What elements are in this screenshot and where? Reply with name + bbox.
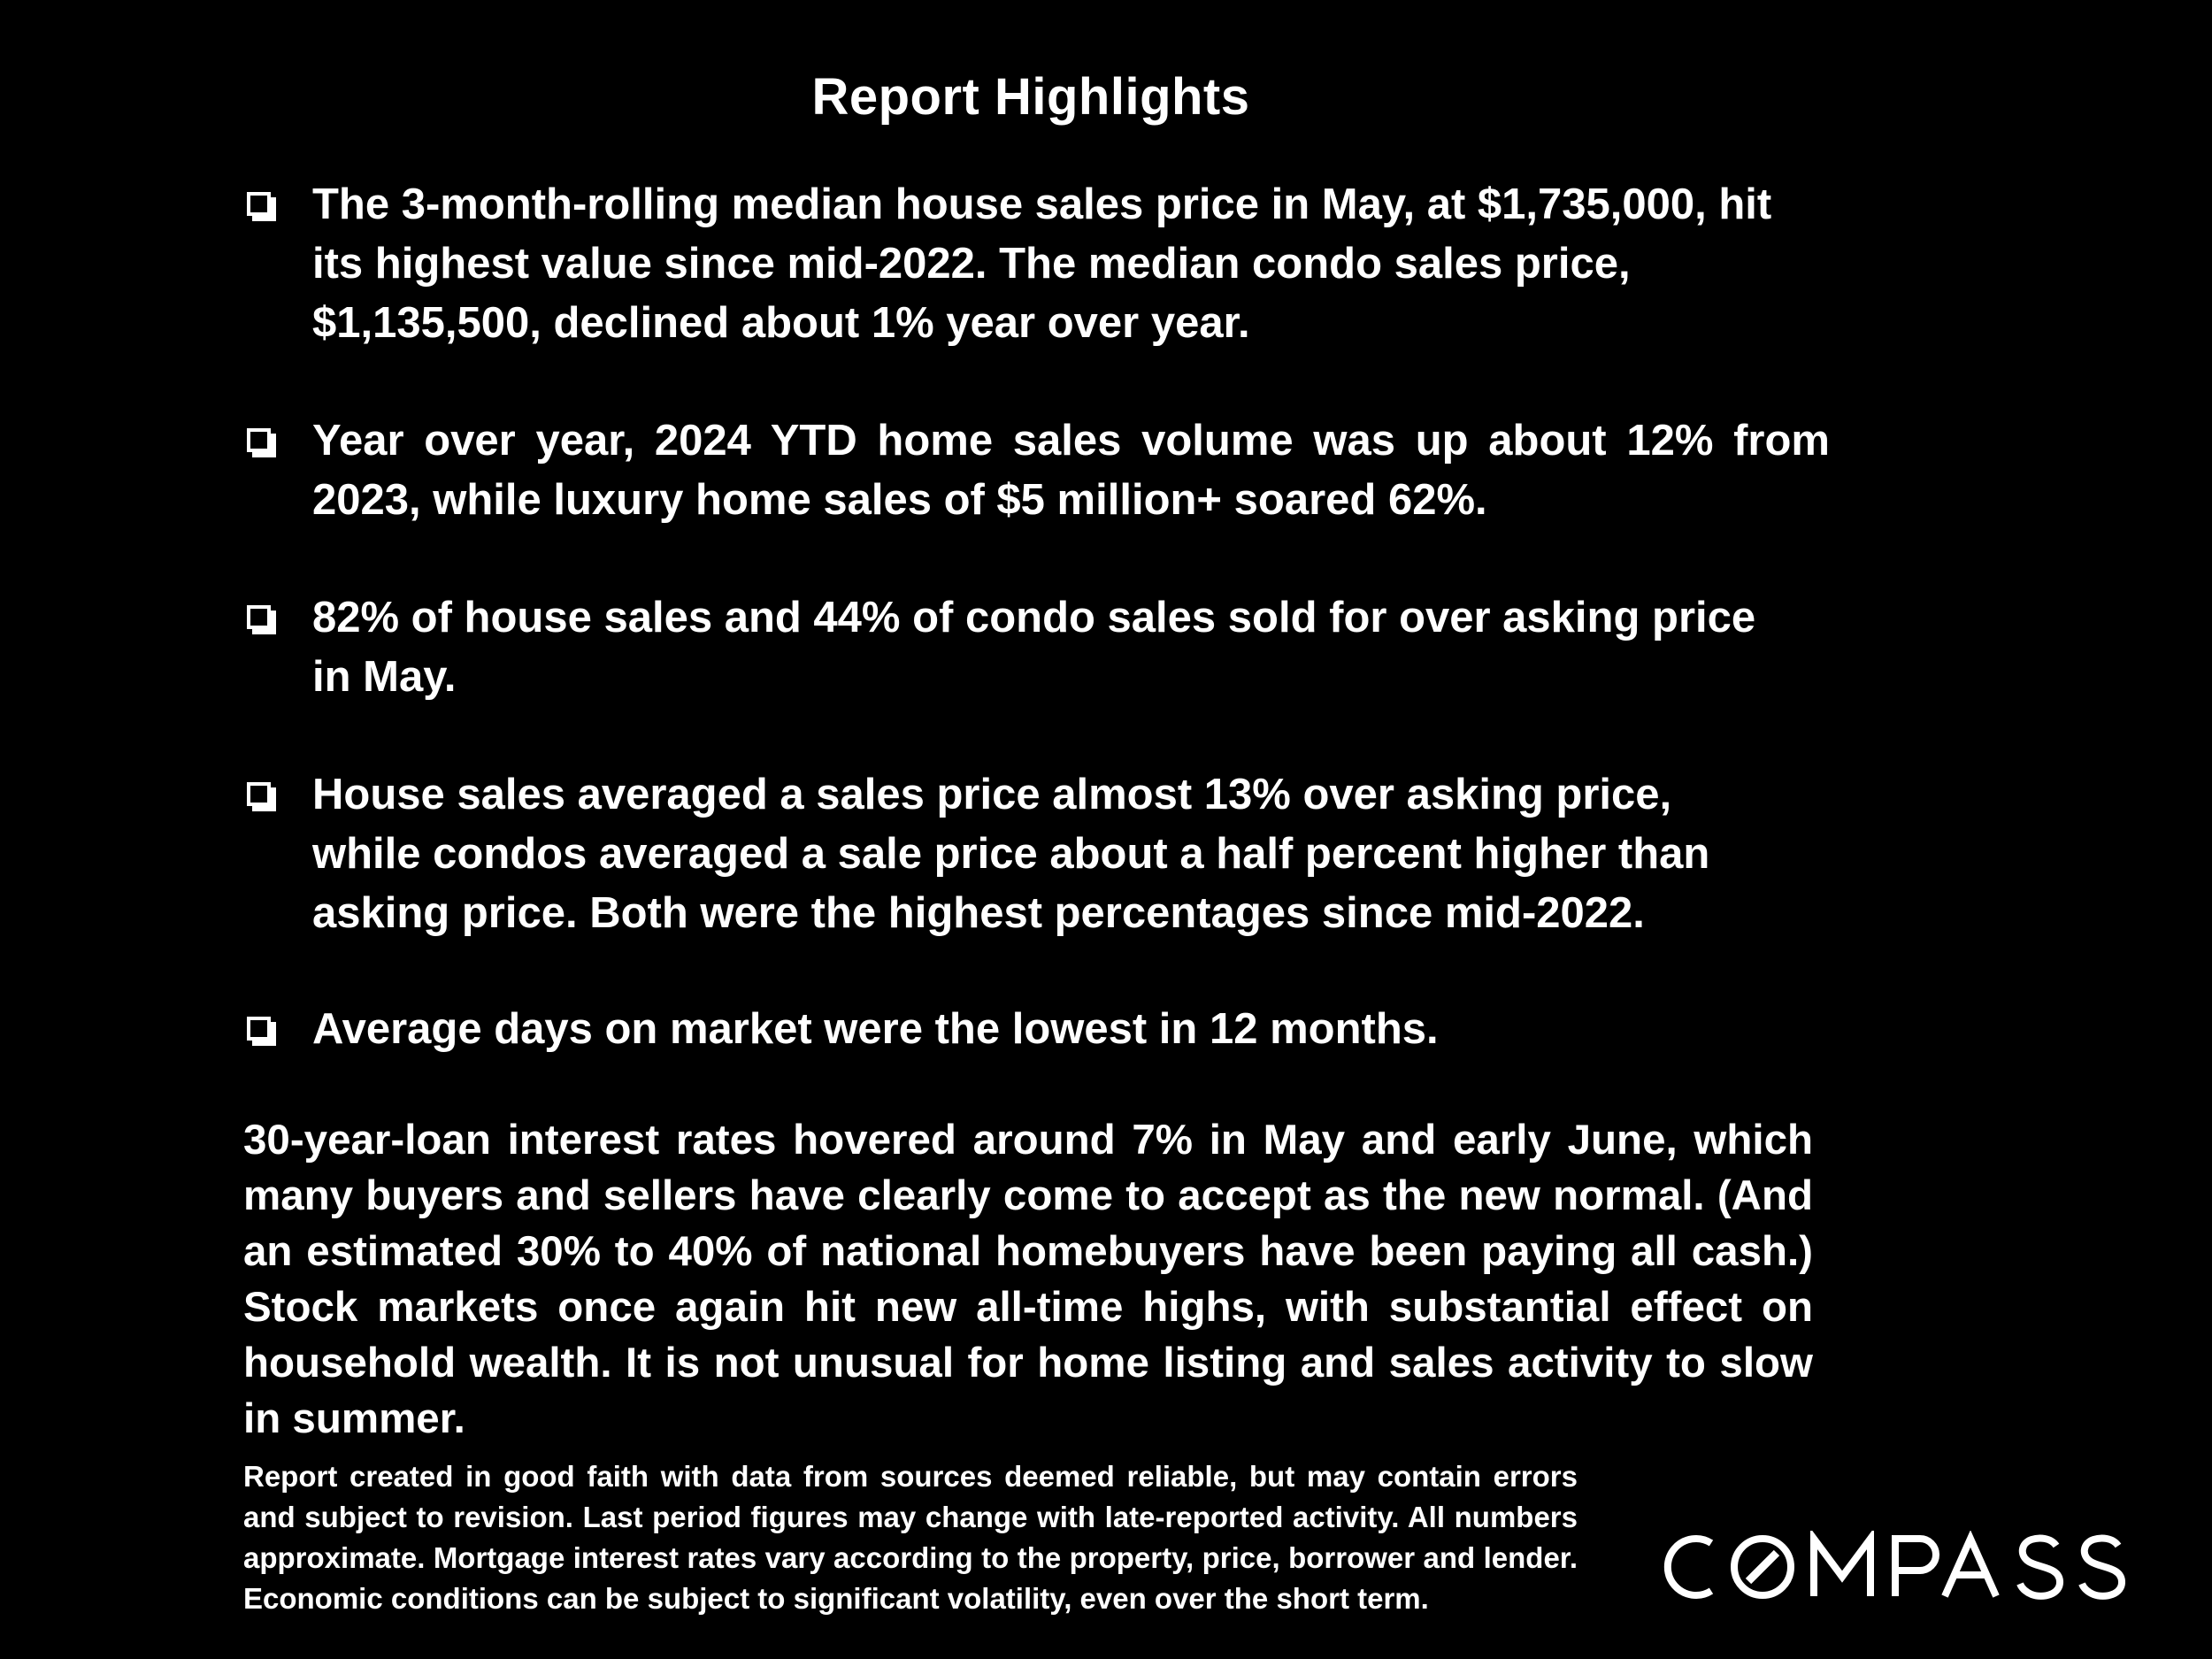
highlight-item	[243, 411, 1830, 530]
highlight-item	[243, 765, 1830, 943]
highlights-list	[243, 175, 1830, 1059]
checkbox-icon	[247, 605, 271, 629]
highlight-text: 82% of house sales and 44% of condo sales sold for over asking price in May.	[312, 594, 1756, 701]
checkbox-icon	[247, 1017, 271, 1041]
highlight-text: The 3-month-rolling median house sales price in May, at $1,735,000, hit its highest value since mid-2022. The median condo sales price, $1,135,500, declined about 1% year over year.	[312, 180, 1772, 347]
highlight-text: House sales averaged a sales price almost 13% over asking price, while condos averaged a sale price about a half percent higher than asking price. Both were the highest percentages since mid-2022.	[312, 771, 1710, 937]
highlight-text: Average days on market were the lowest in 12 months.	[312, 1005, 1439, 1053]
highlight-item	[243, 588, 1830, 707]
highlight-item	[243, 1000, 1830, 1059]
checkbox-icon	[247, 428, 271, 452]
checkbox-icon	[247, 782, 271, 806]
checkbox-icon	[247, 192, 271, 216]
market-summary: 30-year-loan interest rates hovered around 7% in May and early June, which many buyers and sellers have clearly come to accept as the new normal. (And an estimated 30% to 40% of national homebuyers have been paying all cash.) Stock markets once again hit new all-time highs, with substantial effect on household wealth. It is not unusual for home listing and sales activity to slow in summer.	[243, 1117, 1813, 1442]
highlight-text: Year over year, 2024 YTD home sales volume was up about 12% from 2023, while luxury home sales of $5 million+ soared 62%.	[312, 417, 1830, 524]
disclaimer: Report created in good faith with data from sources deemed reliable, but may contain errors and subject to revision. Last period figures may change with late-reported activity. All numbers approximate. Mortgage interest rates vary according to the property, price, borrower and lender. Economic conditions can be subject to significant volatility, even over the short term.	[243, 1460, 1578, 1615]
compass-logo	[1656, 1531, 2125, 1603]
highlight-item	[243, 175, 1830, 353]
page-title: Report Highlights	[811, 68, 1250, 126]
